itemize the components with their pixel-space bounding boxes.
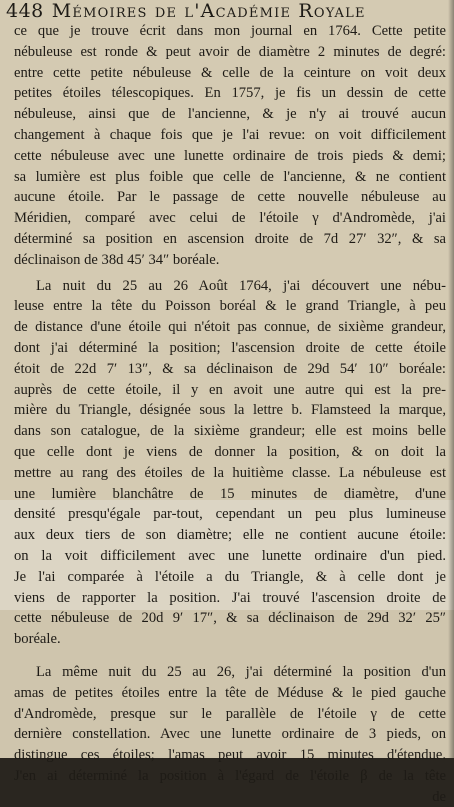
text-line: cette nébuleuse de 20d 9′ 17″, & sa déclinaison de 29d 32′ 25″ [14,610,446,627]
paragraph-1 [14,21,446,271]
text-line: aux deux tiers de son diamètre; elle ne contient aucune étoile: [14,527,446,544]
text-line: densité presqu'égale par-tout, cependant un peu plus lumineuse [14,506,446,523]
text-line: dont j'ai déterminé la position; l'ascension droite de cette étoile [14,339,446,356]
text-line: cette nébuleuse avec une lunette ordinaire de trois pieds & demi; [14,147,446,164]
text-line: Méridien, comparé avec celui de l'étoile γ d'Andromède, j'ai [14,210,446,227]
text-line: mettre au rang des étoiles de la huitième classe. La nébuleuse est [14,464,446,481]
text-line: ce que je trouve écrit dans mon journal en 1764. Cette petite [14,23,446,39]
body-text [14,21,446,807]
page-edge-shadow [448,0,454,758]
text-line: La nuit du 25 au 26 Août 1764, j'ai découvert une nébu- [36,277,446,294]
text-line: petites étoiles télescopiques. En 1757, je fis un dessin de cette [14,85,446,102]
paragraph-2 [14,276,446,650]
paragraph-3 [14,662,446,807]
text-line: déclinaison de 38d 45′ 34″ boréale. [14,251,220,268]
text-line: nébuleuse est ronde & peut avoir de diamètre 2 minutes de degré: [14,43,446,60]
text-line: déterminé sa position en ascension droite de 7d 27′ 32″, & sa [14,230,446,247]
text-line: une lumière blanchâtre de 15 minutes de diamètre, d'une [14,485,446,502]
text-line: d'Andromède, presque sur le parallèle de l'étoile γ de cette [14,705,446,722]
text-line: on la voit difficilement avec une lunette ordinaire d'un pied. [14,547,446,564]
text-line: leuse entre la tête du Poisson boréal & le grand Triangle, à peu [14,298,446,315]
text-line: J'en ai déterminé la position à l'égard de l'étoile β de la tête [14,767,446,784]
catchword: de [432,788,446,805]
text-line: distingue ces étoiles; l'amas peut avoir 15 minutes d'étendue. [14,747,446,764]
text-line: amas de petites étoiles entre la tête de Méduse & le pied gauche [14,684,446,701]
text-line: dernière constellation. Avec une lunette ordinaire de 3 pieds, on [14,726,446,743]
text-line: Je l'ai comparée à l'étoile a du Triangle, & à celle dont je [14,568,446,585]
text-line: que celle dont je viens de donner la position, & on doit la [14,443,446,460]
text-line: changement à chaque fois que je l'ai revue: on voit difficilement [14,126,446,143]
text-line: entre cette petite nébuleuse & celle de la ceinture on voit deux [14,64,446,81]
running-title: Mémoires de l'Académie Royale [51,0,366,22]
text-line: auprès de cette étoile, il y en avoit une autre qui est la pre- [14,381,446,398]
text-line: La même nuit du 25 au 26, j'ai déterminé la position d'un [36,663,446,680]
text-line: mière du Triangle, désignée sous la lettre b. Flamsteed la marque, [14,402,446,419]
running-header [6,1,446,21]
text-line: nébuleuse, ainsi que de l'ancienne, & je n'y ai trouvé aucun [14,106,446,123]
text-line: boréale. [14,631,61,648]
text-line: de distance d'une étoile qui n'étoit pas connue, de sixième grandeur, [14,319,446,336]
text-line: sa lumière est plus foible que celle de l'ancienne, & ne contient [14,168,446,185]
text-line: viens de rapporter la position. J'ai trouvé l'ascension droite de [14,589,446,606]
text-line: dans son catalogue, de la sixième grandeur; elle est moins belle [14,423,446,440]
page-number: 448 [6,0,44,22]
text-line: aucune étoile. Par le passage de cette nouvelle nébuleuse au [14,189,446,206]
text-line: étoit de 22d 7′ 13″, & sa déclinaison de 29d 54′ 10″ boréale: [14,360,446,377]
